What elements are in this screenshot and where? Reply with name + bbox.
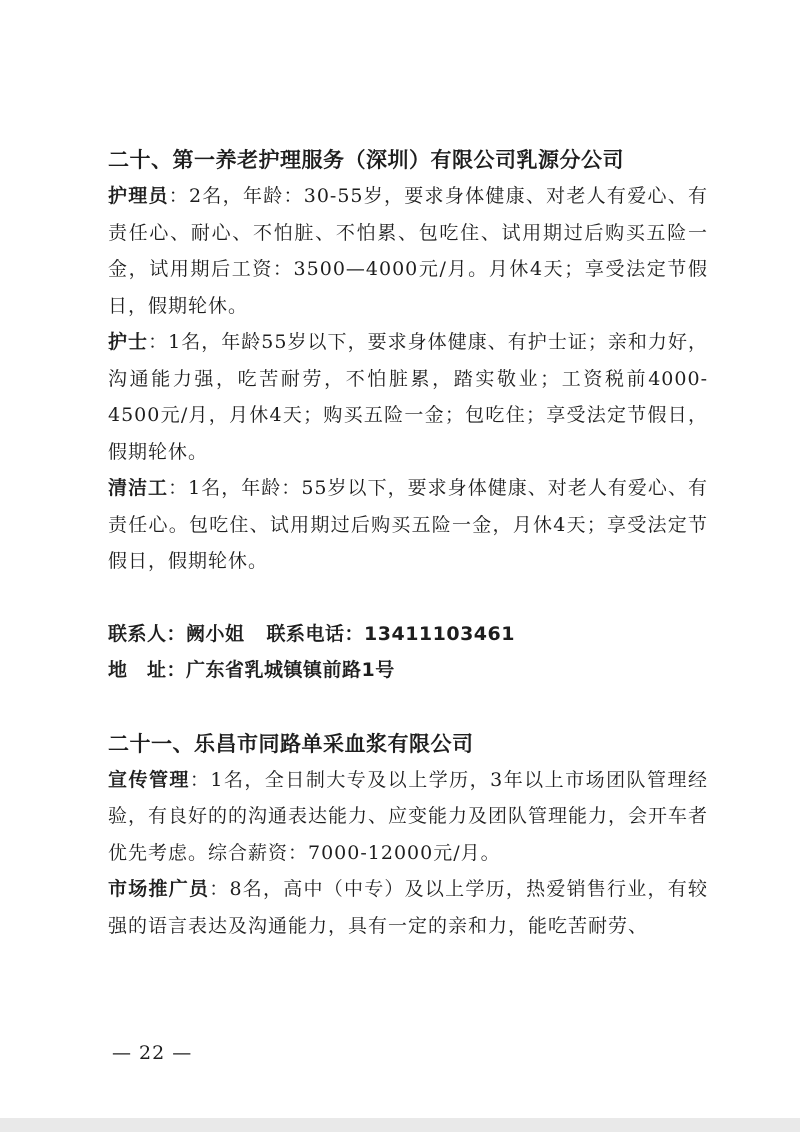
- job-label: 护士: [108, 331, 149, 353]
- contact-phone: 13411103461: [364, 622, 515, 645]
- job-nursing-aide: [108, 178, 708, 324]
- section-gap: [108, 688, 708, 726]
- job-cleaner: [108, 470, 708, 580]
- job-label: 市场推广员: [108, 878, 210, 900]
- scan-edge-strip: [0, 1118, 800, 1132]
- job-description: ：8名，高中（中专）及以上学历，热爱销售行业，有较强的语言表达及沟通能力，具有一定的亲和力，能吃苦耐劳、: [108, 878, 708, 937]
- job-label: 清洁工: [108, 477, 169, 499]
- job-label: 宣传管理: [108, 768, 190, 791]
- job-nurse: [108, 324, 708, 470]
- contact-person-line: [108, 616, 708, 652]
- job-description: ：2名，年龄：30-55岁，要求身体健康、对老人有爱心、有责任心、耐心、不怕脏、不怕累、包吃住、试用期过后购买五险一金，试用期后工资：3500—4000元/月。月休4天；享受法定节假日，假期轮休。: [108, 185, 708, 317]
- address: 广东省乳城镇镇前路1号: [186, 658, 395, 681]
- section-gap: [108, 580, 708, 616]
- job-label: 护理员: [108, 185, 169, 207]
- job-description: ：1名，年龄55岁以下，要求身体健康、有护士证；亲和力好，沟通能力强，吃苦耐劳，不怕脏累，踏实敬业；工资税前4000-4500元/月，月休4天；购买五险一金；包吃住；享受法定节假日，假期轮休。: [108, 331, 708, 463]
- section-20-heading: 二十、第一养老护理服务（深圳）有限公司乳源分公司: [108, 148, 624, 172]
- job-description: ：1名，年龄：55岁以下，要求身体健康、对老人有爱心、有责任心。包吃住、试用期过后购买五险一金，月休4天；享受法定节假日，假期轮休。: [108, 477, 708, 572]
- job-publicity-manager: [108, 762, 708, 872]
- page-number: — 22 —: [112, 1042, 193, 1064]
- job-description: ：1名，全日制大专及以上学历，3年以上市场团队管理经验，有良好的的沟通表达能力、应变能力及团队管理能力，会开车者优先考虑。综合薪资：7000-12000元/月。: [108, 768, 709, 864]
- address-label: 地 址：: [108, 658, 187, 681]
- document-body: [108, 142, 708, 944]
- address-line: [108, 652, 708, 688]
- contact-person-label: 联系人：: [108, 622, 187, 645]
- contact-person: 阙小姐: [186, 622, 245, 645]
- contact-phone-label: 联系电话：: [266, 622, 365, 645]
- job-marketing-promoter: [108, 871, 708, 944]
- section-21-heading: 二十一、乐昌市同路单采血浆有限公司: [108, 731, 474, 756]
